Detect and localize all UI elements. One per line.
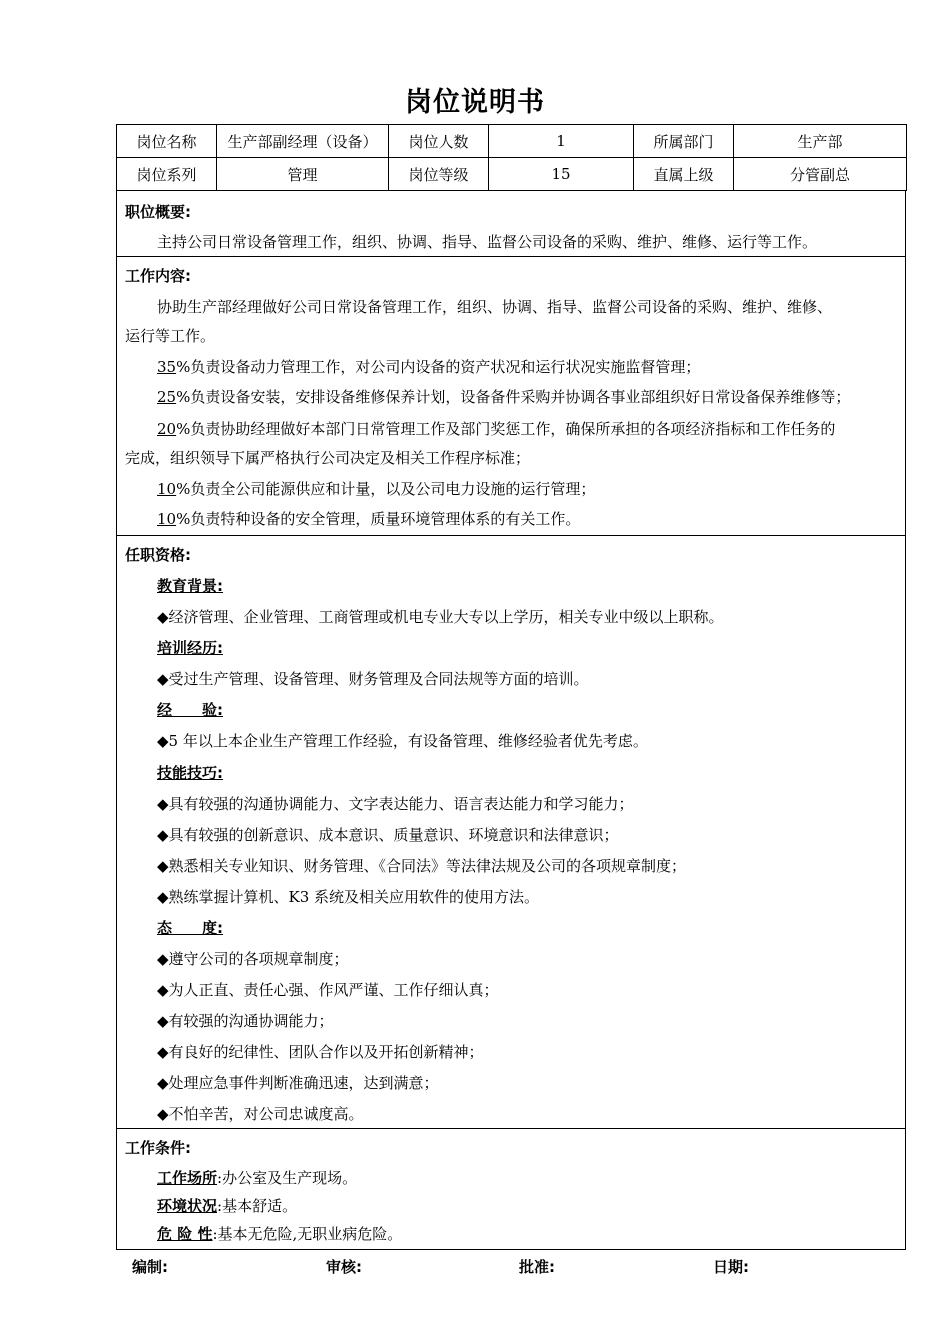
- work-label: 工作内容:: [125, 267, 191, 285]
- qual-label: 任职资格:: [125, 546, 191, 564]
- cell-grade-label: 岗位等级: [389, 158, 489, 191]
- work-item-pct: 20: [157, 420, 177, 438]
- work-item: [157, 357, 700, 377]
- header-table: [116, 124, 907, 191]
- cell-series-label: 岗位系列: [117, 158, 217, 191]
- work-item-pct: 35: [157, 358, 177, 376]
- condition-key: 环境状况: [157, 1197, 218, 1215]
- work-item-continuation: 完成，组织领导下属严格执行公司决定及相关工作程序标准；: [125, 449, 531, 467]
- training-label: 培训经历:: [157, 639, 223, 657]
- attitude-item: ◆处理应急事件判断准确迅速，达到满意；: [157, 1074, 439, 1092]
- attitude-item: ◆遵守公司的各项规章制度；: [157, 950, 349, 968]
- cell-department: 生产部: [734, 125, 907, 158]
- attitude-item: ◆为人正直、责任心强、作风严谨、工作仔细认真；: [157, 981, 499, 999]
- work-item-pct: 10: [157, 510, 177, 528]
- work-item-text: %负责协助经理做好本部门日常管理工作及部门奖惩工作，确保所承担的各项经济指标和工作任务的: [176, 420, 836, 438]
- work-item-text: %负责设备动力管理工作，对公司内设备的资产状况和运行状况实施监督管理；: [176, 358, 701, 376]
- work-item-text: %负责特种设备的安全管理，质量环境管理体系的有关工作。: [176, 510, 581, 528]
- section-conditions: [116, 1128, 906, 1250]
- cell-grade: 15: [489, 158, 634, 191]
- edu-item: ◆经济管理、企业管理、工商管理或机电专业大专以上学历，相关专业中级以上职称。: [157, 608, 724, 626]
- condition-value: :基本无危险,无职业病危险。: [212, 1225, 403, 1243]
- work-item: [157, 479, 595, 499]
- work-item: [157, 419, 835, 439]
- section-overview: [116, 190, 906, 257]
- edu-label: 教育背景:: [157, 577, 223, 595]
- header-row-1: [117, 125, 907, 158]
- condition-value: :基本舒适。: [217, 1197, 298, 1215]
- footer-date: 日期:: [713, 1258, 749, 1276]
- skills-label: 技能技巧:: [157, 764, 223, 782]
- cell-supervisor: 分管副总: [734, 158, 907, 191]
- header-row-2: [117, 158, 907, 191]
- work-item-pct: 25: [157, 388, 177, 406]
- attitude-item: ◆有较强的沟通协调能力；: [157, 1012, 334, 1030]
- work-item-text: %负责设备安装，安排设备维修保养计划，设备备件采购并协调各事业部组织好日常设备保养维修等；: [176, 388, 851, 406]
- condition-item: [157, 1196, 297, 1216]
- experience-label: 经 验:: [157, 701, 223, 719]
- skills-item: ◆具有较强的沟通协调能力、文字表达能力、语言表达能力和学习能力；: [157, 795, 634, 813]
- attitude-label: 态 度:: [157, 919, 223, 937]
- cell-headcount-label: 岗位人数: [389, 125, 489, 158]
- section-qualifications: [116, 535, 906, 1129]
- overview-label: 职位概要:: [125, 203, 191, 221]
- work-intro-line-2: 运行等工作。: [125, 327, 216, 345]
- attitude-item: ◆不怕辛苦，对公司忠诚度高。: [157, 1105, 364, 1123]
- cell-job-name: 生产部副经理（设备）: [217, 125, 389, 158]
- experience-item: ◆5 年以上本企业生产管理工作经验，有设备管理、维修经验者优先考虑。: [157, 732, 648, 750]
- work-intro-line-1: 协助生产部经理做好公司日常设备管理工作，组织、协调、指导、监督公司设备的采购、维护、维修、: [157, 298, 833, 316]
- work-item: [157, 509, 580, 529]
- footer-prepared-by: 编制:: [132, 1258, 168, 1276]
- training-item: ◆受过生产管理、设备管理、财务管理及合同法规等方面的培训。: [157, 670, 589, 688]
- work-item-pct: 10: [157, 480, 177, 498]
- footer-approved-by: 批准:: [519, 1258, 555, 1276]
- skills-item: ◆熟悉相关专业知识、财务管理、《合同法》等法律法规及公司的各项规章制度；: [157, 857, 687, 875]
- cell-department-label: 所属部门: [634, 125, 734, 158]
- work-item-text: %负责全公司能源供应和计量，以及公司电力设施的运行管理；: [176, 480, 596, 498]
- work-item: [157, 387, 850, 407]
- attitude-item: ◆有良好的纪律性、团队合作以及开拓创新精神；: [157, 1043, 484, 1061]
- cell-job-name-label: 岗位名称: [117, 125, 217, 158]
- condition-key: 危 险 性: [157, 1225, 213, 1243]
- overview-text: 主持公司日常设备管理工作，组织、协调、指导、监督公司设备的采购、维护、维修、运行等工作。: [157, 233, 818, 251]
- skills-item: ◆具有较强的创新意识、成本意识、质量意识、环境意识和法律意识；: [157, 826, 619, 844]
- skills-item: ◆熟练掌握计算机、K3 系统及相关应用软件的使用方法。: [157, 888, 540, 906]
- condition-item: [157, 1224, 402, 1244]
- condition-key: 工作场所: [157, 1169, 218, 1187]
- cell-headcount: 1: [489, 125, 634, 158]
- cell-supervisor-label: 直属上级: [634, 158, 734, 191]
- footer-reviewed-by: 审核:: [326, 1258, 362, 1276]
- condition-value: :办公室及生产现场。: [217, 1169, 358, 1187]
- cell-series: 管理: [217, 158, 389, 191]
- page-title: 岗位说明书: [405, 87, 545, 118]
- conditions-label: 工作条件:: [125, 1139, 191, 1157]
- section-work: [116, 256, 906, 536]
- condition-item: [157, 1168, 357, 1188]
